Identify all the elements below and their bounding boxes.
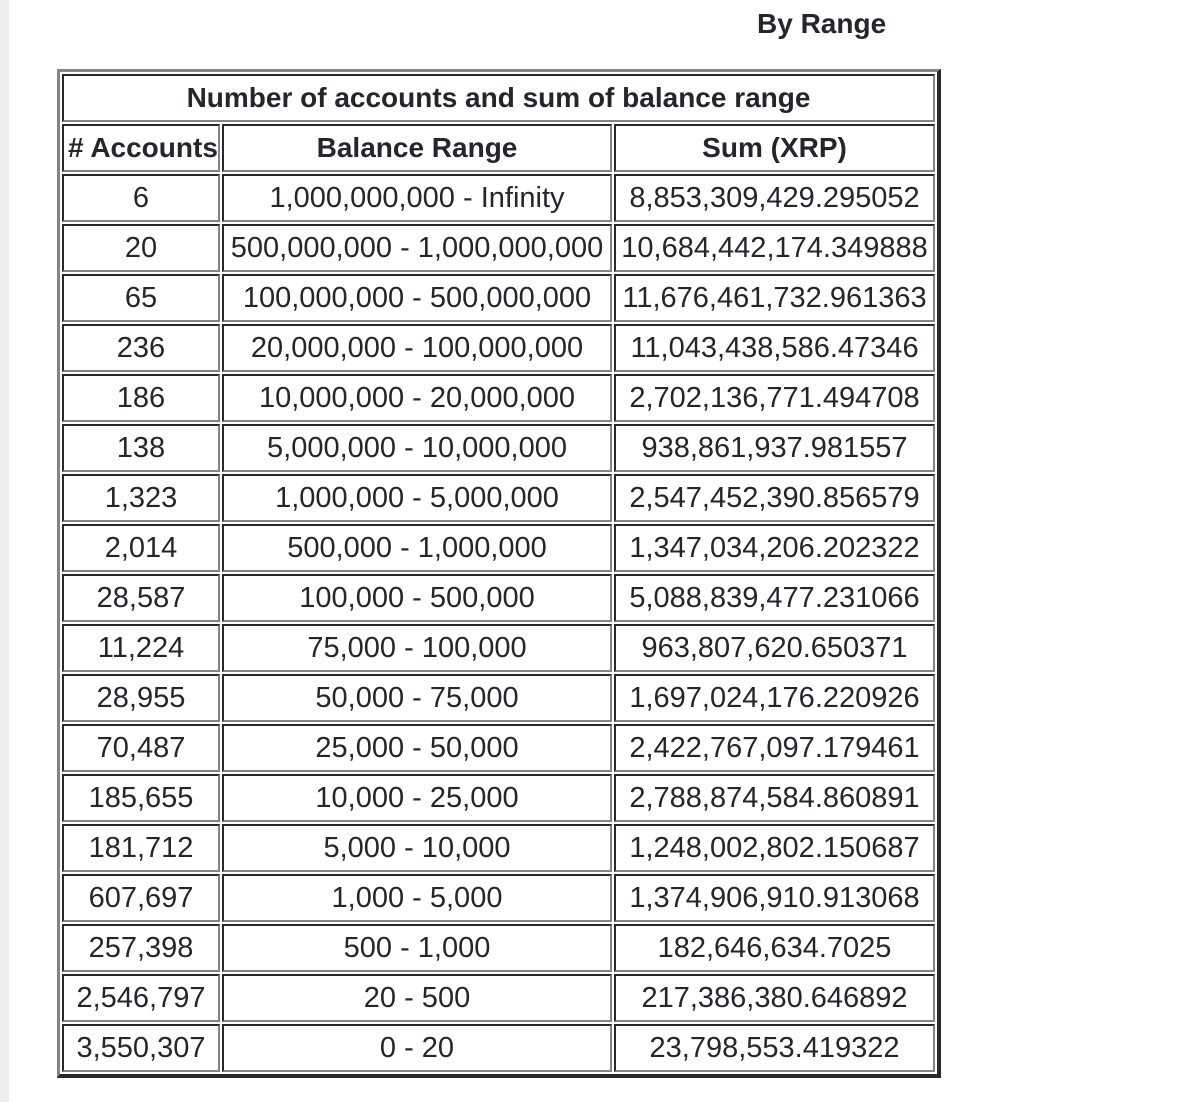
balance-range-cell: 20,000,000 - 100,000,000	[222, 324, 612, 372]
sum-cell: 217,386,380.646892	[614, 974, 935, 1022]
sum-cell: 11,676,461,732.961363	[614, 274, 935, 322]
sum-cell: 2,788,874,584.860891	[614, 774, 935, 822]
accounts-cell: 236	[62, 324, 220, 372]
table-header-row	[62, 124, 935, 172]
sum-cell: 11,043,438,586.47346	[614, 324, 935, 372]
col-header-accounts: # Accounts	[62, 124, 220, 172]
accounts-cell: 11,224	[62, 624, 220, 672]
table-row	[62, 174, 935, 222]
balance-range-cell: 25,000 - 50,000	[222, 724, 612, 772]
sum-cell: 1,347,034,206.202322	[614, 524, 935, 572]
balance-range-cell: 100,000,000 - 500,000,000	[222, 274, 612, 322]
table-row	[62, 724, 935, 772]
sum-cell: 5,088,839,477.231066	[614, 574, 935, 622]
accounts-cell: 1,323	[62, 474, 220, 522]
table-row	[62, 974, 935, 1022]
table-row	[62, 624, 935, 672]
accounts-cell: 2,546,797	[62, 974, 220, 1022]
balance-range-cell: 1,000,000,000 - Infinity	[222, 174, 612, 222]
table-row	[62, 874, 935, 922]
accounts-cell: 181,712	[62, 824, 220, 872]
accounts-cell: 185,655	[62, 774, 220, 822]
balance-range-cell: 500 - 1,000	[222, 924, 612, 972]
balance-range-cell: 20 - 500	[222, 974, 612, 1022]
balance-range-cell: 5,000 - 10,000	[222, 824, 612, 872]
col-header-balance-range: Balance Range	[222, 124, 612, 172]
table-row	[62, 324, 935, 372]
table-row	[62, 1024, 935, 1072]
sum-cell: 1,697,024,176.220926	[614, 674, 935, 722]
table-row	[62, 274, 935, 322]
accounts-cell: 2,014	[62, 524, 220, 572]
balance-range-cell: 75,000 - 100,000	[222, 624, 612, 672]
accounts-cell: 65	[62, 274, 220, 322]
table-row	[62, 674, 935, 722]
table-body	[62, 174, 935, 1072]
table-row	[62, 524, 935, 572]
balance-range-cell: 500,000,000 - 1,000,000,000	[222, 224, 612, 272]
sum-cell: 2,547,452,390.856579	[614, 474, 935, 522]
balance-range-cell: 0 - 20	[222, 1024, 612, 1072]
table-row	[62, 224, 935, 272]
sum-cell: 10,684,442,174.349888	[614, 224, 935, 272]
accounts-cell: 186	[62, 374, 220, 422]
balance-range-cell: 5,000,000 - 10,000,000	[222, 424, 612, 472]
col-header-sum-xrp: Sum (XRP)	[614, 124, 935, 172]
table-row	[62, 924, 935, 972]
accounts-cell: 607,697	[62, 874, 220, 922]
accounts-balance-table	[57, 69, 941, 1078]
table-row	[62, 774, 935, 822]
table-row	[62, 474, 935, 522]
accounts-cell: 138	[62, 424, 220, 472]
accounts-cell: 28,587	[62, 574, 220, 622]
accounts-cell: 6	[62, 174, 220, 222]
page-left-gutter	[0, 0, 9, 1102]
table-row	[62, 424, 935, 472]
table-title: Number of accounts and sum of balance range	[62, 74, 935, 122]
sum-cell: 963,807,620.650371	[614, 624, 935, 672]
balance-range-cell: 1,000 - 5,000	[222, 874, 612, 922]
balance-range-cell: 10,000 - 25,000	[222, 774, 612, 822]
tab-by-range[interactable]: By Range	[757, 8, 887, 39]
sum-cell: 8,853,309,429.295052	[614, 174, 935, 222]
sum-cell: 182,646,634.7025	[614, 924, 935, 972]
balance-range-cell: 50,000 - 75,000	[222, 674, 612, 722]
balance-range-cell: 500,000 - 1,000,000	[222, 524, 612, 572]
sum-cell: 2,702,136,771.494708	[614, 374, 935, 422]
sum-cell: 1,374,906,910.913068	[614, 874, 935, 922]
table-row	[62, 374, 935, 422]
balance-range-cell: 100,000 - 500,000	[222, 574, 612, 622]
sum-cell: 1,248,002,802.150687	[614, 824, 935, 872]
table-row	[62, 574, 935, 622]
accounts-cell: 257,398	[62, 924, 220, 972]
sum-cell: 2,422,767,097.179461	[614, 724, 935, 772]
balance-range-cell: 1,000,000 - 5,000,000	[222, 474, 612, 522]
table-row	[62, 824, 935, 872]
sum-cell: 23,798,553.419322	[614, 1024, 935, 1072]
accounts-cell: 3,550,307	[62, 1024, 220, 1072]
sum-cell: 938,861,937.981557	[614, 424, 935, 472]
accounts-cell: 20	[62, 224, 220, 272]
balance-range-cell: 10,000,000 - 20,000,000	[222, 374, 612, 422]
accounts-cell: 28,955	[62, 674, 220, 722]
table-title-row	[62, 74, 935, 122]
accounts-cell: 70,487	[62, 724, 220, 772]
